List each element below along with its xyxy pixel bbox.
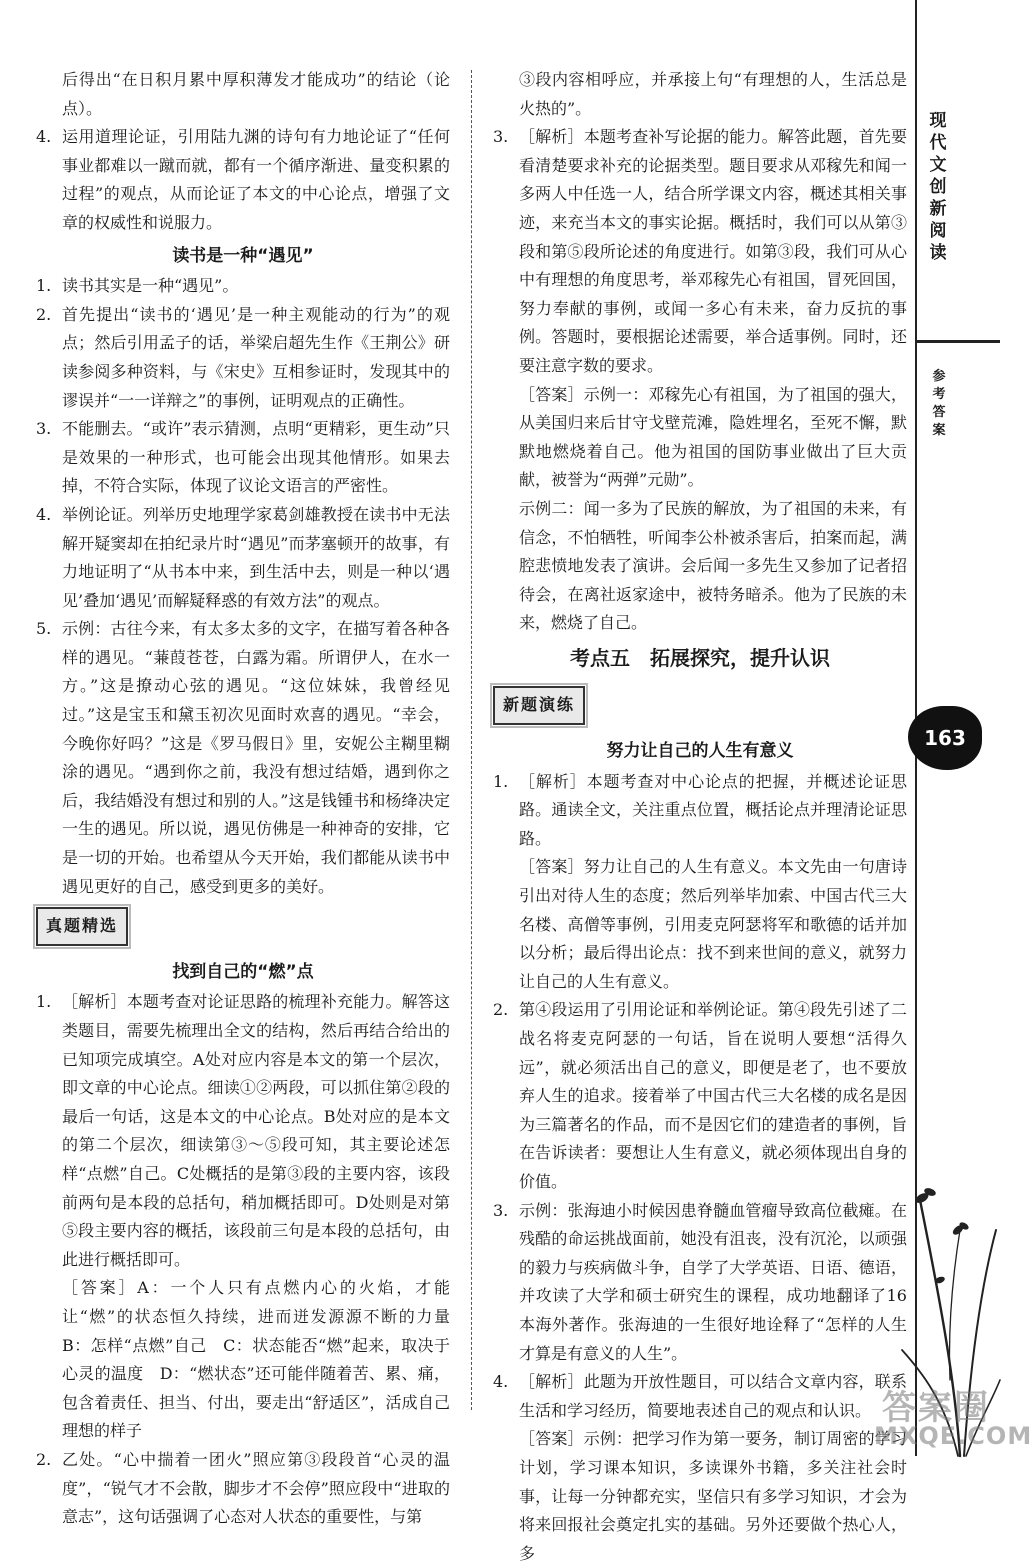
answer-text: ［答案］努力让自己的人生有意义。本文先由一句唐诗引出对待人生的态度；然后列举毕加索、中国古代三大名楼、高僧等事例，引用麦克阿瑟将军和歌德的话并加以分析；最后得出论点：找不到来世间的意义，就努力让自己的人生有意义。: [519, 857, 907, 991]
item-number: 2.: [493, 1000, 509, 1020]
book-title-vertical: 现代文创新阅读: [929, 111, 947, 263]
analysis-text: ［解析］本题考查补写论据的能力。解答此题，首先要看清楚要求补充的论据类型。题目要求从邓稼先和闻一多两人中任选一人，结合所学课文内容，概述其相关事迹，来充当本文的事实论据。概括时，我们可以从第③段和第⑤段所论述的角度进行。如第③段，我们可从心中有理想的角度思考，举邓稼先心有祖国，冒死回国，努力奉献的事例，或闻一多心有未来，奋力反抗的事例。答题时，要根据论述需要，举合适事例。同时，还要注意字数的要求。: [519, 127, 907, 375]
item-text: 首先提出“读书的‘遇见’是一种主观能动的行为”的观点；然后引用孟子的话，举梁启超先生作《王荆公》研读参阅多种资料，与《宋史》互相参证时，发现其中的谬误并“一一详辩之”的事例，证明观点的正确性。: [62, 304, 450, 410]
answer-item-1: [493, 768, 907, 854]
watermark-text: 答案圈: [882, 1388, 990, 1428]
margin-separator: [915, 340, 1000, 343]
section-banner-new-practice: 新题演练: [493, 686, 585, 725]
analysis-text: ［解析］本题考查对论证思路的梳理补充能力。解答这类题目，需要先梳理出全文的结构，然后再结合给出的已知项完成填空。A处对应内容是本文的第一个层次，即文章的中心论点。细读①②两段，可以抓住第②段的最后一句话，这是本文的中心论点。B处对应的是本文的第二个层次，细读第③～⑤段可知，其主要论述怎样“点燃”自己。C处概括的是第③段的主要内容，该段前两句是本段的总括句，稍加概括即可。D处则是对第⑤段主要内容的概括，该段前三句是本段的总括句，由此进行概括即可。: [62, 992, 450, 1269]
page-number-badge: [908, 706, 982, 770]
answer-text: ［答案］A：一个人只有点燃内心的火焰，才能让“燃”的状态恒久持续，进而迸发源源不断的力量 B：怎样“点燃”自己 C：状态能否“燃”起来，取决于心灵的温度 D：“燃状态”还可能伴随着苦、累、痛，包含着责任、担当、付出，要走出“舒适区”，活成自己理想的样子: [62, 1278, 467, 1441]
item-text: 乙处。“心中揣着一团火”照应第③段段首“心灵的温度”，“锐气才不会散，脚步才不会停”照应段中“进取的意志”，这句话强调了心态对人状态的重要性，与第: [62, 1449, 450, 1527]
analysis-text: ［解析］本题考查对中心论点的把握，并概述论证思路。通读全文，关注重点位置，概括论点并理清论证思路。: [519, 771, 907, 848]
item-text: 第④段运用了引用论证和举例论证。第④段先引述了二战名将麦克阿瑟的一句话，旨在说明人要想“活得久远”，就必须活出自己的意义，即便是老了，也不要放弃人生的追求。接着举了中国古代三大名楼的成名是因为三篇著名的作品，而不是因它们的建造者的事例，旨在告诉读者：要想让人生有意义，就必须体现出自身的价值。: [519, 1000, 907, 1191]
column-divider: [471, 70, 472, 1410]
continued-paragraph: 后得出“在日积月累中厚积薄发才能成功”的结论（论点）。: [62, 70, 450, 118]
watermark-url: MXQE.COM: [874, 1422, 1032, 1450]
left-column: [36, 66, 467, 1532]
answer-item-2: [493, 996, 907, 1196]
item-number: 3.: [493, 127, 509, 147]
item-text: 示例：张海迪小时候因患脊髓血管瘤导致高位截瘫。在残酷的命运挑战面前，她没有沮丧，没有沉沦，以顽强的毅力与疾病做斗争，自学了大学英语、日语、德语，并攻读了大学和硕士研究生的课程，成功地翻译了16本海外著作。张海迪的一生很好地诠释了“怎样的人生才算是有意义的人生”。: [519, 1200, 907, 1363]
answer-text: ［答案］示例：把学习作为第一要务，制订周密的学习计划，学习课本知识，多读课外书籍，多关注社会时事，让每一分钟都充实，坚信只有多学习知识，才会为将来回报社会奠定扎实的基础。另外还要做个热心人，多: [519, 1429, 907, 1563]
section-title-ignite: 找到自己的“燃”点: [172, 961, 314, 982]
item-number: 4.: [36, 504, 52, 524]
section-title-meaningful-life: 努力让自己的人生有意义: [606, 741, 794, 762]
item-number: 1.: [36, 992, 52, 1012]
answer-item-4: [36, 123, 450, 237]
item-number: 3.: [36, 419, 52, 439]
continued-paragraph: ③段内容相呼应，并承接上句“有理想的人，生活总是火热的”。: [519, 70, 907, 118]
item-number: 3.: [493, 1200, 509, 1220]
answer-item: [36, 272, 450, 301]
section-banner-real-questions: 真题精选: [36, 907, 128, 946]
item-number: 4.: [36, 127, 52, 147]
answer-item: [36, 501, 450, 615]
analysis-text: ［解析］此题为开放性题目，可以结合文章内容，联系生活和学习经历，简要地表述自己的观点和认识。: [519, 1372, 907, 1420]
item-text: 运用道理论证，引用陆九渊的诗句有力地论证了“任何事业都难以一蹴而就，都有一个循序渐进、量变积累的过程”的观点，从而论证了本文的中心论点，增强了文章的权威性和说服力。: [62, 127, 450, 232]
answer-item-4: [493, 1368, 907, 1425]
item-text: 读书其实是一种“遇见”。: [62, 276, 239, 296]
answer-item-3: [493, 123, 907, 380]
answer-text: 示例二：闻一多为了民族的解放，为了祖国的未来，有信念，不怕牺牲，听闻李公朴被杀害后，拍案而起，满腔悲愤地发表了演讲。会后闻一多先生又参加了记者招待会，在离社返家途中，被特务暗杀。他为了民族的未来，燃烧了自己。: [519, 498, 907, 633]
item-text: 示例：古往今来，有太多太多的文字，在描写着各种各样的遇见。“蒹葭苍苍，白露为霜。所谓伊人，在水一方。”这是撩动心弦的遇见。“这位妹妹，我曾经见过。”这是宝玉和黛玉初次见面时欢喜的遇见。“幸会，今晚你好吗？”这是《罗马假日》里，安妮公主糊里糊涂的遇见。“遇到你之前，我没有想过结婚，遇到你之后，我结婚没有想过和别的人。”这是钱锺书和杨绛决定一生的遇见。所以说，遇见仿佛是一种神奇的安排，它是一切的开始。也希望从今天开始，我们都能从读书中遇见更好的自己，感受到更多的美好。: [62, 619, 450, 896]
answer-item-1: [36, 988, 450, 1274]
answer-item-3: [493, 1197, 907, 1369]
item-number: 1.: [36, 276, 52, 296]
item-number: 4.: [493, 1372, 509, 1392]
page-number: 163: [924, 726, 966, 750]
answer-item: [36, 301, 450, 415]
watermark: [870, 1380, 1032, 1456]
item-number: 2.: [36, 1449, 52, 1469]
item-number: 5.: [36, 619, 52, 639]
answer-text: ［答案］示例一：邓稼先心有祖国，为了祖国的强大，从美国归来后甘守戈壁荒滩，隐姓埋名，至死不懈，默默地燃烧着自己。他为祖国的国防事业做出了巨大贡献，被誉为“两弹”元勋”。: [519, 384, 907, 490]
item-number: 2.: [36, 304, 52, 324]
item-number: 1.: [493, 771, 509, 791]
answer-key-label: 参考答案: [932, 369, 946, 438]
item-text: 举例论证。列举历史地理学家葛剑雄教授在读书中无法解开疑窦却在拍纪录片时“遇见”而茅塞顿开的故事，有力地证明了“从书本中来，到生活中去，则是一种以‘遇见’叠加‘遇见’而解疑释惑的有效方法”的观点。: [62, 504, 450, 610]
item-text: 不能删去。“或许”表示猜测，点明“更精彩，更生动”只是效果的一种形式，也可能会出现其他情形。如果去掉，不符合实际，体现了议论文语言的严密性。: [62, 419, 450, 496]
exam-point-heading: 考点五 拓展探究，提升认识: [570, 645, 830, 670]
right-column: [493, 66, 907, 1568]
section-title-reading: 读书是一种“遇见”: [172, 245, 314, 266]
answer-item-2: [36, 1446, 450, 1532]
answer-item: [36, 415, 450, 501]
answer-item: [36, 615, 450, 901]
